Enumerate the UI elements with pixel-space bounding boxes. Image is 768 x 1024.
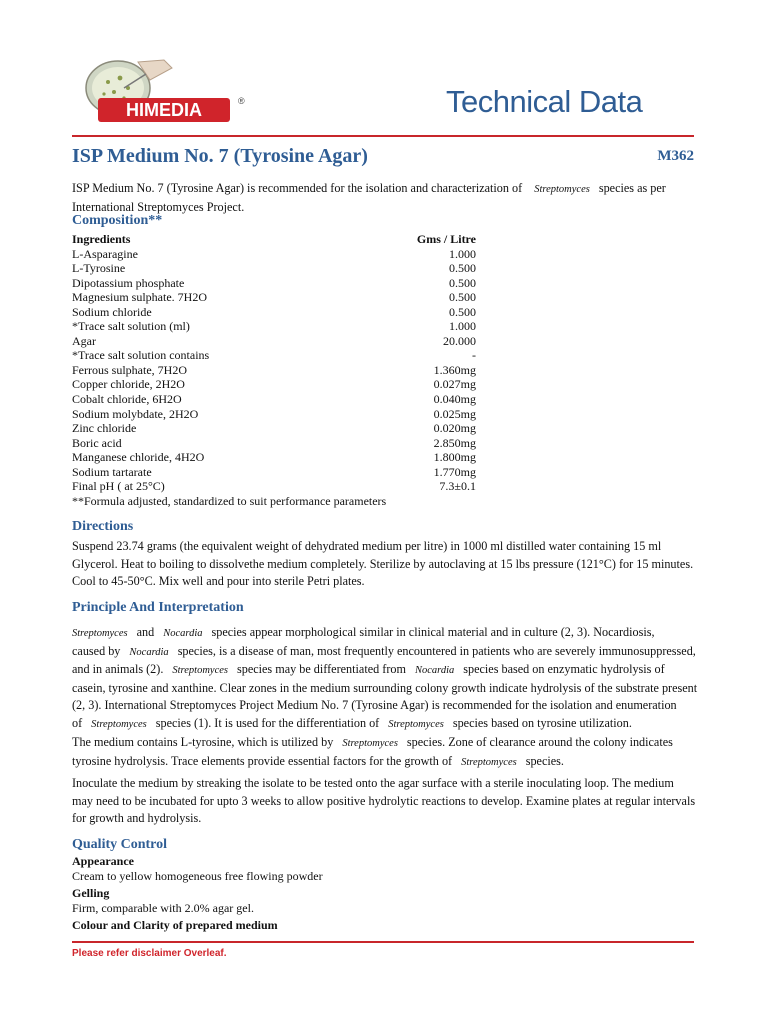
composition-row [72, 450, 492, 465]
ingredient-amount: - [472, 348, 476, 363]
ingredient-amount: 0.025mg [433, 406, 476, 421]
ingredient-name: Sodium molybdate, 2H2O [72, 406, 199, 421]
ingredient-name: L-Tyrosine [72, 261, 126, 276]
ingredient-amount: 20.000 [443, 333, 476, 348]
principle-heading: Principle And Interpretation [72, 600, 244, 615]
ingredient-amount: 1.000 [449, 319, 476, 334]
ingredient-name: Zinc chloride [72, 421, 137, 436]
ingredient-name: Sodium chloride [72, 304, 152, 319]
ingredient-name: Sodium tartarate [72, 464, 152, 479]
gelling-text: Firm, comparable with 2.0% agar gel. [72, 901, 254, 915]
intro-paragraph: ISP Medium No. 7 (Tyrosine Agar) is recommended for the isolation and characterization of Streptomyces species as per International Streptomyces Project. [72, 181, 666, 214]
composition-row [72, 305, 492, 320]
document-title: ISP Medium No. 7 (Tyrosine Agar) [72, 145, 368, 167]
composition-table [72, 232, 492, 508]
header-divider [72, 135, 694, 137]
composition-row [72, 407, 492, 422]
ingredient-amount: 1.000 [449, 246, 476, 261]
ingredient-name: Magnesium sulphate. 7H2O [72, 290, 207, 305]
directions-text: Suspend 23.74 grams (the equivalent weight of dehydrated medium per litre) in 1000 ml distilled water containing 15 ml Glycerol. Heat to boiling to dissolvethe medium completely. Sterilize by autoclaving at 15 lbs pressure (121°C) for 15 minutes. Cool to 45-50°C. Mix well and pour into sterile Petri plates. [72, 539, 694, 589]
ingredient-name: *Trace salt solution contains [72, 348, 210, 363]
ingredient-amount: 1.360mg [433, 362, 476, 377]
technical-data-title: Technical Data [446, 84, 643, 119]
ingredient-amount: 0.500 [449, 275, 476, 290]
ingredient-amount: 0.500 [449, 304, 476, 319]
composition-footnote: **Formula adjusted, standardized to suit performance parameters [72, 493, 387, 508]
ingredient-name: Dipotassium phosphate [72, 275, 185, 290]
ingredient-name: Boric acid [72, 435, 122, 450]
ingredient-amount: 7.3±0.1 [439, 479, 476, 494]
ingredient-amount: 0.500 [449, 290, 476, 305]
composition-row [72, 363, 492, 378]
brand-text: HIMEDIA [126, 100, 202, 120]
directions-heading: Directions [72, 519, 134, 534]
composition-row [72, 276, 492, 291]
composition-row [72, 465, 492, 480]
ingredient-amount: 1.800mg [433, 450, 476, 465]
ingredient-name: Cobalt chloride, 6H2O [72, 392, 182, 407]
product-code: M362 [657, 148, 694, 164]
composition-heading: Composition** [72, 213, 163, 228]
registered-mark: ® [238, 96, 245, 106]
colour-clarity-heading: Colour and Clarity of prepared medium [72, 918, 278, 932]
composition-row [72, 348, 492, 363]
ingredient-name: Final pH ( at 25°C) [72, 479, 165, 494]
composition-row [72, 392, 492, 407]
ingredient-amount: 1.770mg [433, 464, 476, 479]
composition-row [72, 377, 492, 392]
disclaimer-note: Please refer disclaimer Overleaf. [72, 948, 227, 959]
ingredient-name: Agar [72, 333, 96, 348]
ingredient-amount: 0.040mg [433, 392, 476, 407]
ingredient-name: Copper chloride, 2H2O [72, 377, 185, 392]
composition-row [72, 421, 492, 436]
composition-row [72, 479, 492, 494]
composition-row [72, 436, 492, 451]
appearance-text: Cream to yellow homogeneous free flowing powder [72, 869, 323, 883]
ingredient-amount: 0.500 [449, 261, 476, 276]
composition-row [72, 247, 492, 262]
ingredient-amount: 0.020mg [433, 421, 476, 436]
composition-header-row: Ingredients Gms / Litre [72, 232, 476, 246]
composition-row [72, 290, 492, 305]
principle-paragraph-1: Streptomyces and Nocardia species appear morphological similar in clinical material and in culture (2, 3). Nocardiosis, caused by Nocardia species, is a disease of man, most frequently encountered in patients who are severely immunosuppressed, and in animals (2). Streptomyces species may be differentiated from Nocardia species based on enzymatic hydrolysis of casein, tyrosine and xanthine. Clear zones in the medium surrounding colony growth indicate hydrolysis of the substrate present (2, 3). International Streptomyces Project Medium No. 7 (Tyrosine Agar) is recommended for the isolation and enumeration of Streptomyces species (1). It is used for the differentiation of Streptomyces species based on tyrosine utilization. [72, 625, 698, 730]
ingredient-amount: 2.850mg [433, 435, 476, 450]
appearance-heading: Appearance [72, 854, 134, 868]
ingredient-name: Ferrous sulphate, 7H2O [72, 362, 187, 377]
himedia-logo [72, 58, 262, 130]
composition-row [72, 334, 492, 349]
composition-row [72, 261, 492, 276]
composition-row [72, 319, 492, 334]
ingredient-name: Manganese chloride, 4H2O [72, 450, 205, 465]
principle-paragraph-3: Inoculate the medium by streaking the isolate to be tested onto the agar surface with a sterile inoculating loop. The medium may need to be incubated for upto 3 weeks to allow positive hydrolytic reactions to develop. Examine plates at regular intervals for growth and hydrolysis. [72, 776, 696, 826]
ingredient-name: L-Asparagine [72, 246, 138, 261]
ingredient-name: *Trace salt solution (ml) [72, 319, 190, 334]
footer-divider [72, 941, 694, 943]
ingredient-amount: 0.027mg [433, 377, 476, 392]
principle-paragraph-2: The medium contains L-tyrosine, which is utilized by Streptomyces species. Zone of clearance around the colony indicates tyrosine hydrolysis. Trace elements provide essential factors for the growth of Streptomyces species. [72, 735, 673, 768]
quality-control-heading: Quality Control [72, 837, 168, 852]
gelling-heading: Gelling [72, 886, 110, 900]
